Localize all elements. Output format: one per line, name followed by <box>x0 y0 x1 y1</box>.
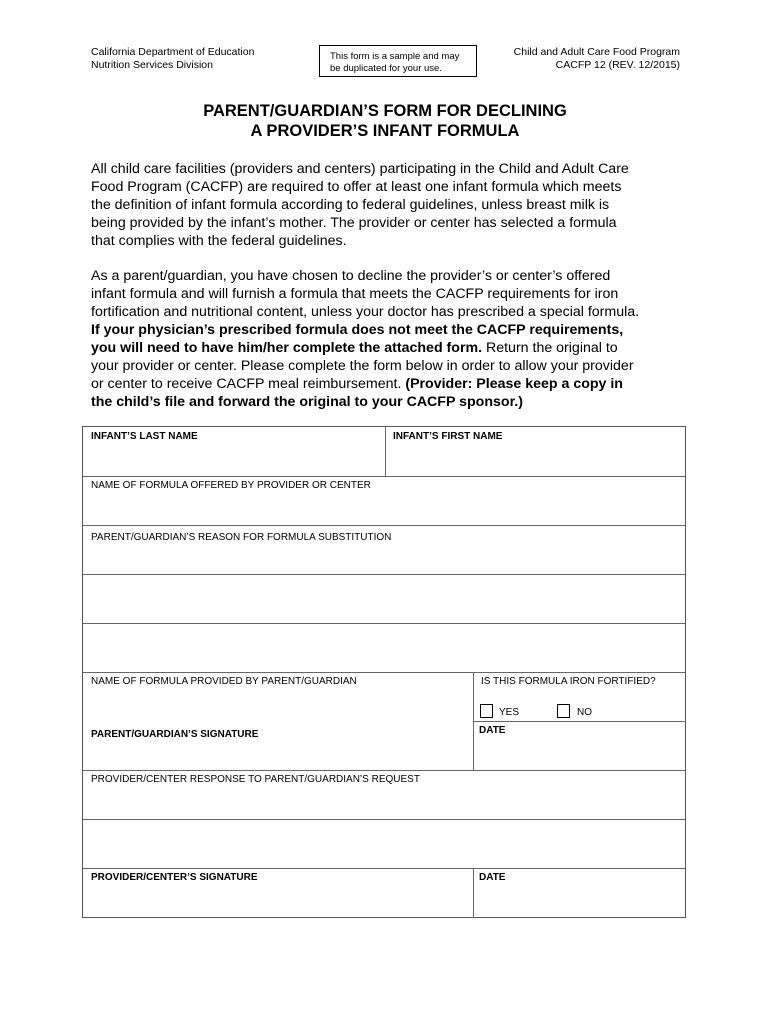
parent-date-label: DATE <box>479 725 506 736</box>
intro-paragraph <box>91 160 691 250</box>
yes-label: YES <box>499 707 520 718</box>
row-divider <box>83 868 685 869</box>
infant-last-name-label: INFANT’S LAST NAME <box>91 431 198 442</box>
row-divider <box>83 672 685 673</box>
attached-form-bold: you will need to have him/her complete the attached form. <box>91 340 483 356</box>
row-divider <box>473 721 686 722</box>
row-divider <box>83 476 685 477</box>
instructions-line: As a parent/guardian, you have chosen to decline the provider’s or center’s offered <box>91 268 611 284</box>
sample-notice-box <box>319 45 477 77</box>
intro-line: that complies with the federal guidelines. <box>91 233 347 249</box>
infant-first-name-label: INFANT’S FIRST NAME <box>393 431 503 442</box>
row-divider <box>83 623 685 624</box>
row-divider <box>83 574 685 575</box>
instructions-line <box>91 339 691 357</box>
column-divider <box>473 868 474 918</box>
agency-name: California Department of Education <box>91 46 255 58</box>
provider-date-label: DATE <box>479 872 506 883</box>
return-original-text: Return the original to <box>482 340 618 356</box>
instructions-line: fortification and nutritional content, unless your doctor has prescribed a special formula. <box>91 304 640 320</box>
program-header <box>490 46 680 72</box>
instructions-line <box>91 393 691 411</box>
iron-fortified-question: IS THIS FORMULA IRON FORTIFIED? <box>481 676 656 687</box>
instructions-line: infant formula and will furnish a formula that meets the CACFP requirements for iron <box>91 286 619 302</box>
row-divider <box>83 770 685 771</box>
agency-header <box>91 46 254 72</box>
physician-warning-bold: If your physician’s prescribed formula does not meet the CACFP requirements, <box>91 322 624 338</box>
title-line1: PARENT/GUARDIAN’S FORM FOR DECLINING <box>203 102 567 120</box>
intro-line: All child care facilities (providers and centers) participating in the Child and Adult Care <box>91 161 629 177</box>
provider-signature-label: PROVIDER/CENTER’S SIGNATURE <box>91 872 258 883</box>
page-title <box>0 101 770 141</box>
form-revision: CACFP 12 (REV. 12/2015) <box>555 59 680 71</box>
formula-decline-form <box>82 426 686 918</box>
sample-notice-line2: be duplicated for your use. <box>330 63 442 74</box>
intro-line: being provided by the infant’s mother. The provider or center has selected a formula <box>91 215 617 231</box>
column-divider <box>385 427 386 476</box>
substitution-reason-label: PARENT/GUARDIAN’S REASON FOR FORMULA SUBSTITUTION <box>91 532 392 543</box>
parent-signature-label: PARENT/GUARDIAN’S SIGNATURE <box>91 729 259 740</box>
program-name: Child and Adult Care Food Program <box>513 46 680 58</box>
provider-note-bold-cont: the child’s file and forward the original to your CACFP sponsor.) <box>91 394 523 410</box>
reimbursement-text: or center to receive CACFP meal reimbursement. <box>91 376 406 392</box>
instructions-paragraph <box>91 267 691 411</box>
title-line2: A PROVIDER’S INFANT FORMULA <box>250 122 520 140</box>
yes-checkbox[interactable] <box>480 704 493 718</box>
instructions-line: your provider or center. Please complete the form below in order to allow your provider <box>91 358 634 374</box>
no-checkbox[interactable] <box>557 704 570 718</box>
no-label: NO <box>577 707 592 718</box>
provider-note-bold: (Provider: Please keep a copy in <box>405 376 623 392</box>
instructions-line <box>91 321 691 339</box>
row-divider <box>83 819 685 820</box>
row-divider <box>83 525 685 526</box>
formula-provided-label: NAME OF FORMULA PROVIDED BY PARENT/GUARDIAN <box>91 676 357 687</box>
formula-offered-label: NAME OF FORMULA OFFERED BY PROVIDER OR CENTER <box>91 480 371 491</box>
column-divider <box>473 672 474 770</box>
intro-line: Food Program (CACFP) are required to offer at least one infant formula which meets <box>91 179 622 195</box>
intro-line: the definition of infant formula according to federal guidelines, unless breast milk is <box>91 197 610 213</box>
provider-response-label: PROVIDER/CENTER RESPONSE TO PARENT/GUARDIAN’S REQUEST <box>91 774 420 785</box>
division-name: Nutrition Services Division <box>91 59 213 71</box>
sample-notice-line1: This form is a sample and may <box>330 51 460 62</box>
instructions-line <box>91 375 691 393</box>
